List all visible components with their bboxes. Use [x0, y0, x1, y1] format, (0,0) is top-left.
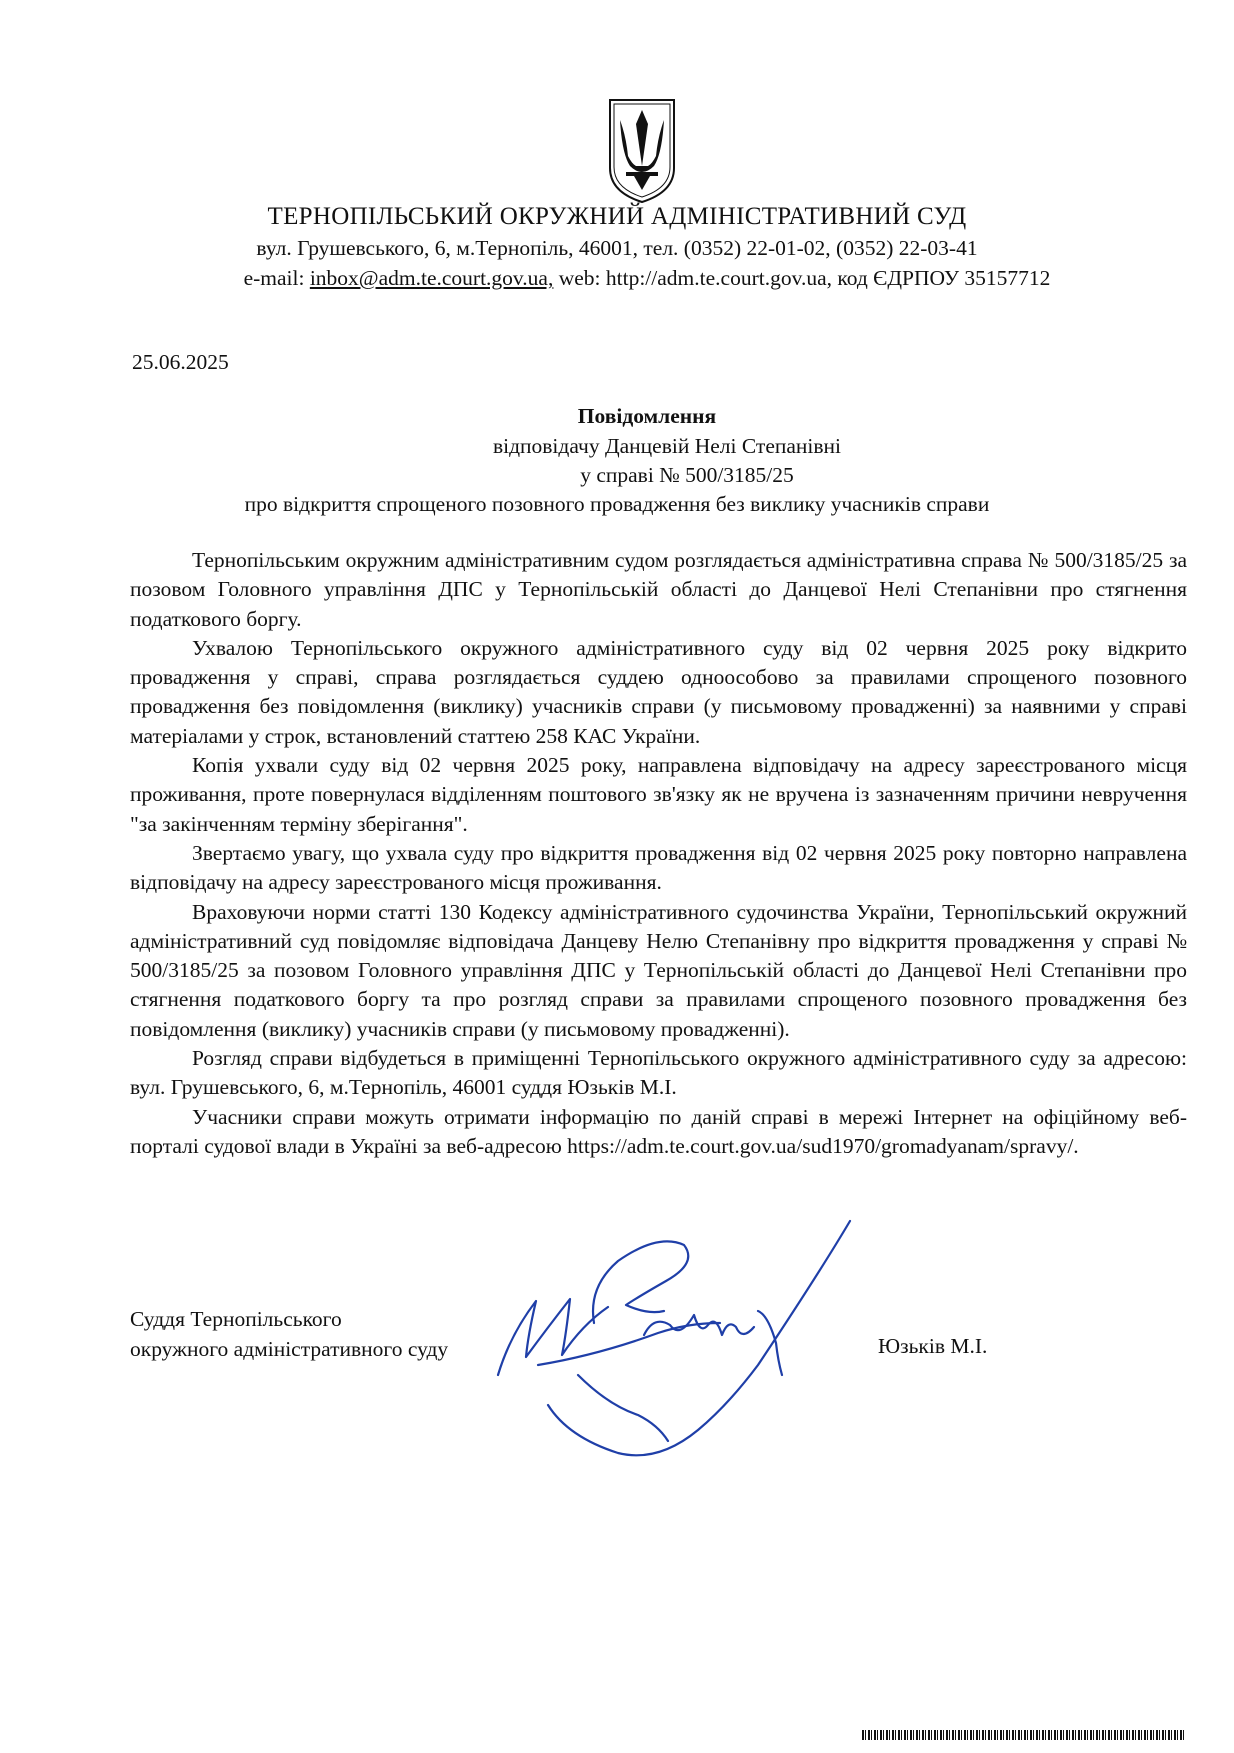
signer-role: [130, 1304, 448, 1364]
body-paragraph: Учасники справи можуть отримати інформацію по даній справі в мережі Інтернет на офіційному веб-порталі судової влади в Україні за веб-адресою https://adm.te.court.gov.ua/sud1970/gromadyanam/spravy/.: [130, 1104, 1187, 1158]
email-label: e-mail:: [243, 266, 310, 290]
court-address: вул. Грушевського, 6, м.Тернопіль, 46001, тел. (0352) 22-01-02, (0352) 22-03-41: [256, 236, 978, 260]
tryzub-emblem-icon: [604, 96, 680, 206]
notice-case-number: у справі № 500/3185/25: [580, 463, 794, 487]
web-and-code: web: http://adm.te.court.gov.ua, код ЄДРПОУ 35157712: [553, 266, 1051, 290]
body-paragraph: Враховуючи норми статті 130 Кодексу адміністративного судочинства України, Тернопільський окружний адміністративний суд повідомляє відповідача Данцеву Нелю Степанівну про відкриття провадження у справі № 500/3185/25 за позовом Головного управління ДПС у Тернопільській області до Данцевої Нелі Степанівни про стягнення податкового боргу та про розгляд справи за правилами спрощеного позовного провадження без повідомлення (виклику) учасників справи (у письмовому провадженні).: [130, 899, 1187, 1041]
body-paragraph: Звертаємо увагу, що ухвала суду про відкриття провадження від 02 червня 2025 року повторно направлена відповідачу на адресу зареєстрованого місця проживання.: [130, 840, 1187, 895]
court-contacts: [0, 266, 1234, 291]
document-date: 25.06.2025: [132, 350, 229, 374]
notice-title: Повідомлення: [577, 404, 717, 428]
barcode-icon: [862, 1730, 1184, 1740]
body-paragraph: Копія ухвали суду від 02 червня 2025 року, направлена відповідачу на адресу зареєстрованого місця проживання, проте повернулася відділенням поштового зв'язку як не вручена із зазначенням причини невручення "за закінченням терміну зберігання".: [130, 753, 1187, 836]
body-paragraph: Тернопільським окружним адміністративним судом розглядається адміністративна справа № 500/3185/25 за позовом Головного управління ДПС у Тернопільській області до Данцевої Нелі Степанівни про стягнення податкового боргу.: [130, 548, 1187, 631]
handwritten-signature: [458, 1215, 878, 1470]
body-paragraph: Розгляд справи відбудеться в приміщенні Тернопільського окружного адміністративного суду за адресою: вул. Грушевського, 6, м.Тернопіль, 46001 суддя Юзьків М.І.: [130, 1046, 1187, 1100]
email-link[interactable]: inbox@adm.te.court.gov.ua,: [309, 266, 554, 290]
signer-name: Юзьків М.І.: [878, 1334, 988, 1358]
notice-recipient: відповідачу Данцевій Нелі Степанівні: [492, 434, 842, 458]
signer-role-line: окружного адміністративного суду: [130, 1337, 449, 1361]
body-paragraph: Ухвалою Тернопільського окружного адміністративного суду від 02 червня 2025 року відкрито провадження у справі, справа розглядається суддею одноособово за правилами спрощеного позовного провадження без повідомлення (виклику) учасників справи (у письмовому провадженні) за наявними у справі матеріалами у строк, встановлений статтею 258 КАС України.: [130, 635, 1187, 748]
notice-subject: про відкриття спрощеного позовного провадження без виклику учасників справи: [244, 492, 990, 516]
notice-body: [130, 546, 1187, 1161]
court-name: ТЕРНОПІЛЬСЬКИЙ ОКРУЖНИЙ АДМІНІСТРАТИВНИЙ СУД: [267, 203, 967, 230]
signer-role-line: Суддя Тернопільського: [130, 1307, 342, 1331]
